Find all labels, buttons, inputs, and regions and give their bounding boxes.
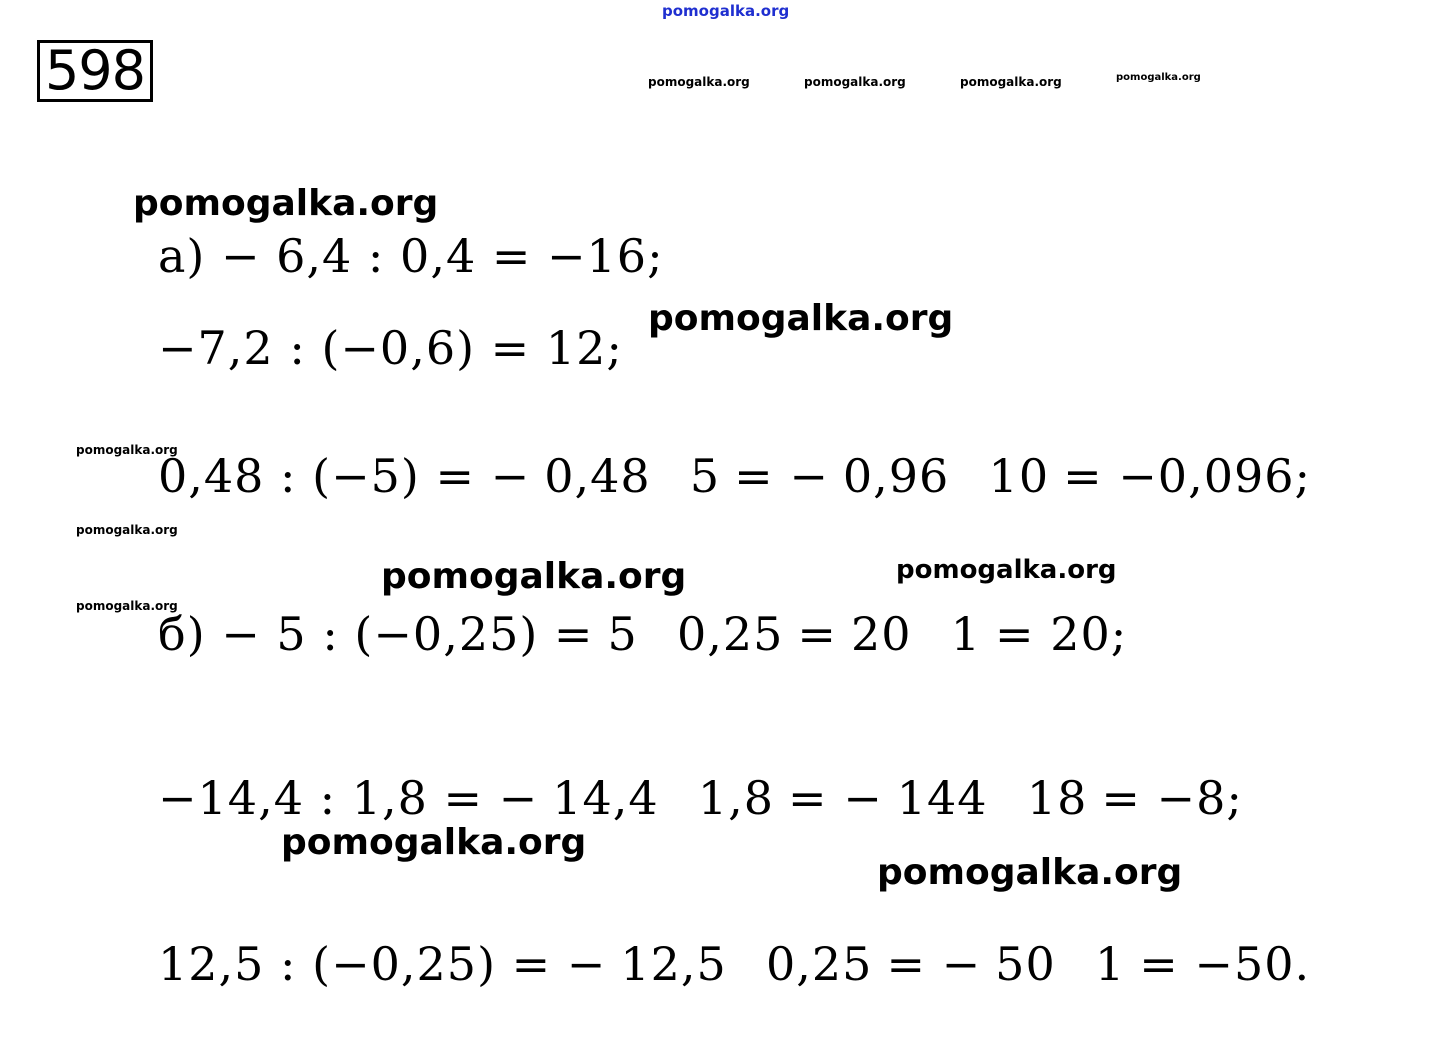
fraction-denominator: 1 <box>1094 937 1126 991</box>
fraction-b3-2 <box>991 930 1129 998</box>
equation-b2-lhs: −14,4 : 1,8 = − <box>158 771 539 825</box>
watermark-large-3: pomogalka.org <box>381 556 687 597</box>
fraction-denominator: 1,8 <box>697 771 775 825</box>
watermark-large-5: pomogalka.org <box>281 822 587 863</box>
fraction-denominator: 18 <box>1026 771 1088 825</box>
watermark-large-1: pomogalka.org <box>133 183 439 224</box>
equation-a3-rhs: = −0,096; <box>1063 449 1311 503</box>
fraction-b2-1 <box>548 764 778 832</box>
equation-a1 <box>158 226 664 286</box>
equation-b1-mid: = <box>797 607 837 661</box>
watermark-row-3: pomogalka.org <box>960 75 1062 89</box>
equation-b2-mid: = − <box>788 771 883 825</box>
fraction-numerator: 0,96 <box>842 449 950 503</box>
fraction-denominator: 0,25 <box>677 607 784 661</box>
fraction-a3-2 <box>839 442 1053 510</box>
fraction-denominator: 1 <box>950 607 982 661</box>
fraction-numerator: 50 <box>995 937 1056 991</box>
watermark-top: pomogalka.org <box>662 2 790 20</box>
watermark-side-2: pomogalka.org <box>76 523 178 537</box>
equation-a3 <box>158 446 1311 506</box>
watermark-row-1: pomogalka.org <box>648 75 750 89</box>
watermark-row-4: pomogalka.org <box>1116 72 1201 83</box>
fraction-b3-1 <box>616 930 876 998</box>
equation-a3-mid: = − <box>734 449 829 503</box>
equation-a2-text: −7,2 : (−0,6) = 12; <box>158 321 623 375</box>
watermark-large-6: pomogalka.org <box>877 852 1183 893</box>
equation-a1-text: а) − 6,4 : 0,4 = −16; <box>158 229 664 283</box>
equation-b3 <box>158 934 1310 994</box>
problem-number: 598 <box>37 40 153 102</box>
fraction-numerator: 0,48 <box>544 449 651 503</box>
fraction-numerator: 144 <box>896 771 988 825</box>
fraction-numerator: 12,5 <box>620 937 727 991</box>
equation-a3-lhs: 0,48 : (−5) = − <box>158 449 531 503</box>
watermark-side-3: pomogalka.org <box>76 599 178 613</box>
equation-b2-rhs: = −8; <box>1101 771 1243 825</box>
equation-b3-rhs: = −50. <box>1139 937 1311 991</box>
watermark-row-2: pomogalka.org <box>804 75 906 89</box>
fraction-b2-2 <box>893 764 1092 832</box>
equation-b1-lhs: б) − 5 : (−0,25) = <box>158 607 594 661</box>
equation-a2 <box>158 318 623 378</box>
fraction-b1-2 <box>847 600 985 668</box>
fraction-numerator: 5 <box>607 607 638 661</box>
watermark-large-4: pomogalka.org <box>896 555 1117 585</box>
equation-b1 <box>158 604 1127 664</box>
fraction-denominator: 5 <box>689 449 721 503</box>
fraction-numerator: 20 <box>850 607 912 661</box>
equation-b2 <box>158 768 1243 828</box>
fraction-numerator: 14,4 <box>552 771 659 825</box>
fraction-denominator: 0,25 <box>766 937 873 991</box>
fraction-b1-1 <box>603 600 787 668</box>
equation-b3-mid: = − <box>886 937 982 991</box>
fraction-a3-1 <box>540 442 724 510</box>
watermark-large-2: pomogalka.org <box>648 298 954 339</box>
equation-b1-rhs: = 20; <box>995 607 1128 661</box>
fraction-denominator: 10 <box>988 449 1050 503</box>
equation-b3-lhs: 12,5 : (−0,25) = − <box>158 937 607 991</box>
watermark-side-1: pomogalka.org <box>76 443 178 457</box>
